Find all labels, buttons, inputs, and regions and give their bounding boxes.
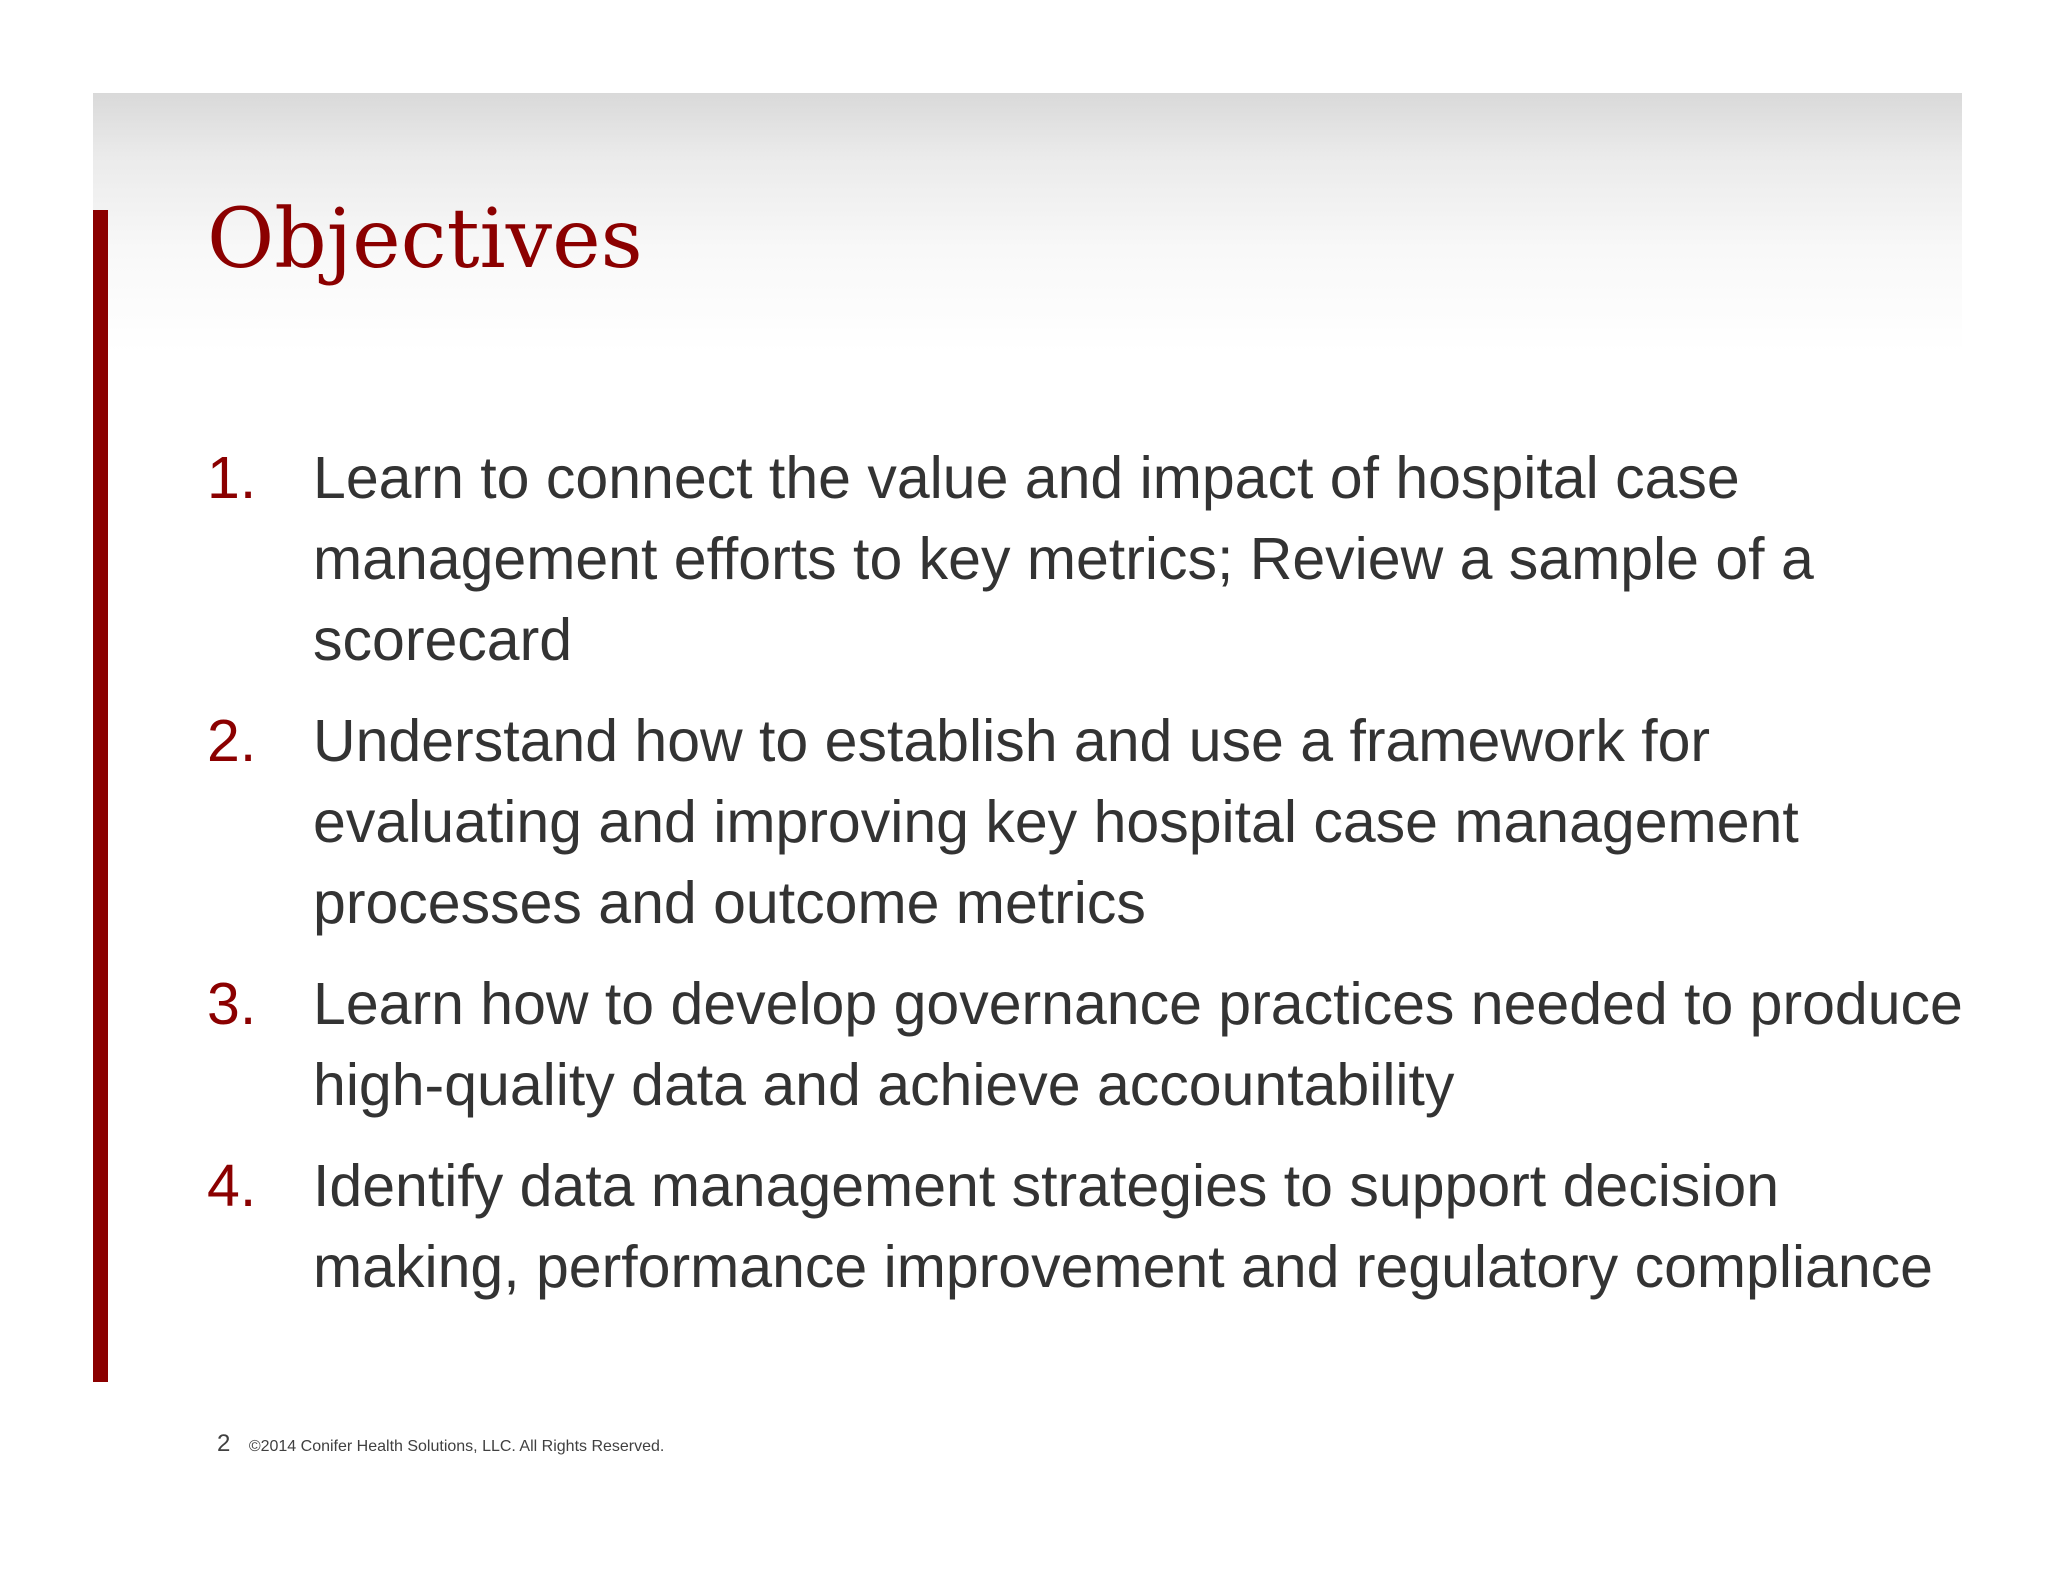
slide <box>93 93 1962 1463</box>
objective-text: Learn to connect the value and impact of hospital case management efforts to key metrics; Review a sample of a scorecard <box>313 445 1814 673</box>
objective-item <box>207 1146 1987 1308</box>
objective-text: Understand how to establish and use a framework for evaluating and improving key hospital case management processes and outcome metrics <box>313 708 1799 936</box>
objective-number: 2. <box>207 708 257 774</box>
objective-number: 3. <box>207 971 257 1037</box>
objective-number: 1. <box>207 445 257 511</box>
objectives-list <box>207 438 1987 1328</box>
objective-text: Learn how to develop governance practices needed to produce high-quality data and achieve accountability <box>313 971 1963 1118</box>
accent-bar <box>93 210 108 1382</box>
slide-footer <box>217 1430 664 1458</box>
copyright-notice: ©2014 Conifer Health Solutions, LLC. All Rights Reserved. <box>248 1438 665 1455</box>
objective-number: 4. <box>207 1153 257 1219</box>
objective-item <box>207 964 1987 1126</box>
page-number: 2 <box>217 1430 231 1457</box>
objective-item <box>207 701 1987 944</box>
objective-text: Identify data management strategies to support decision making, performance improvement and regulatory compliance <box>313 1153 1933 1300</box>
objective-item <box>207 438 1987 681</box>
slide-title: Objectives <box>207 192 643 287</box>
